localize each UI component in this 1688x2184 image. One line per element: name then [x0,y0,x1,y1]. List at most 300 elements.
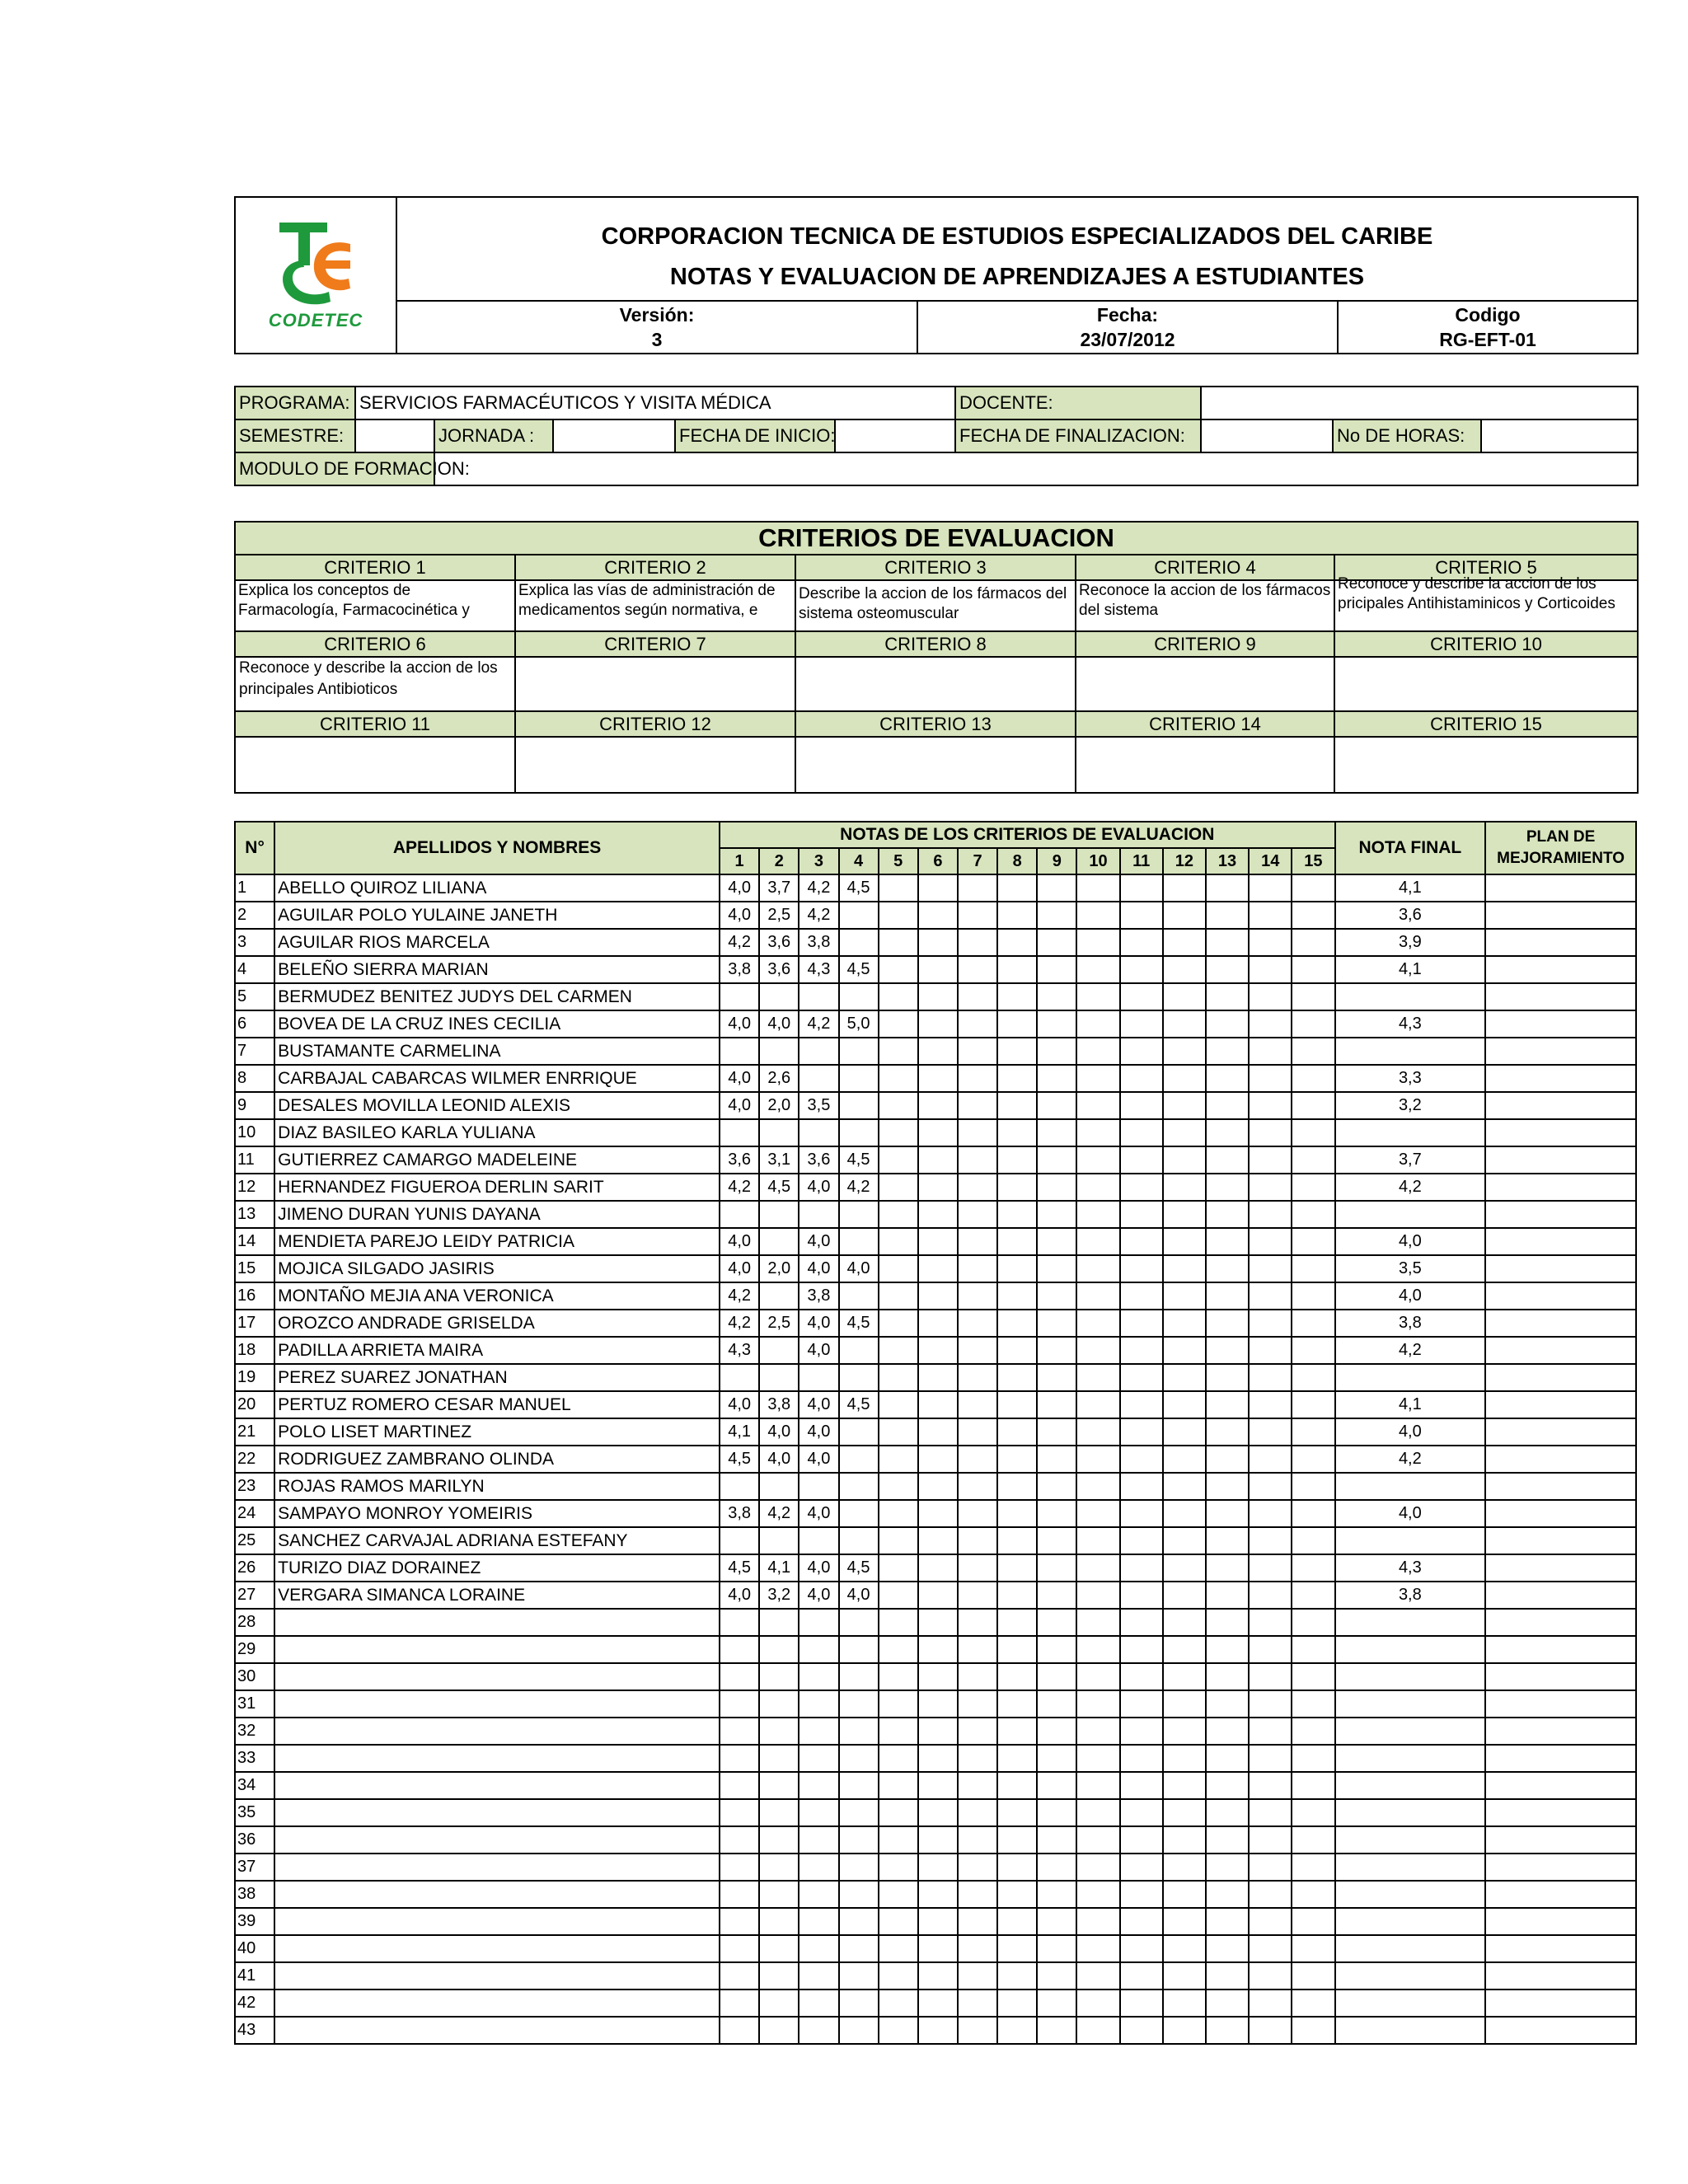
criterio-note[interactable] [839,1473,879,1500]
criterio-note[interactable] [1249,1582,1292,1609]
criterio-note[interactable] [997,1718,1037,1745]
criterio-note[interactable] [997,1418,1037,1446]
criterio-note[interactable] [1163,1119,1206,1146]
criterio-note[interactable] [1076,1310,1119,1337]
plan-cell[interactable] [1485,1255,1636,1282]
criterio-note[interactable] [1120,1962,1163,1990]
criterio-note[interactable] [1120,1310,1163,1337]
criterio-note[interactable] [1206,1119,1249,1146]
criterio-note[interactable] [1076,1010,1119,1038]
criterio-note[interactable] [1076,1364,1119,1391]
criterio-note[interactable] [839,1418,879,1446]
criterio-note[interactable] [839,1119,879,1146]
criterio-note[interactable] [1249,1473,1292,1500]
criterio-note[interactable] [799,1690,838,1718]
plan-cell[interactable] [1485,1527,1636,1554]
criterio-note[interactable] [1292,1990,1334,2017]
final-note[interactable]: 3,9 [1335,929,1486,956]
modulo-value[interactable] [434,452,1638,485]
criterio-note[interactable] [799,1935,838,1962]
criterio-note[interactable] [720,1935,759,1962]
criterio-note[interactable] [879,1799,918,1826]
criterio-note[interactable] [799,1990,838,2017]
criterio-note[interactable] [1206,1772,1249,1799]
criterio-note[interactable] [759,983,799,1010]
criterio-note[interactable] [720,2017,759,2044]
criterio-note[interactable]: 4,0 [720,1582,759,1609]
criterio-note[interactable] [1076,1854,1119,1881]
criterio-note[interactable]: 4,5 [839,1146,879,1174]
plan-cell[interactable] [1485,1854,1636,1881]
criterio-note[interactable] [918,1038,958,1065]
criterio-note[interactable] [997,1935,1037,1962]
criterio-note[interactable] [759,1201,799,1228]
criterio-note[interactable] [839,1854,879,1881]
criterio-note[interactable] [759,1908,799,1935]
criterio-note[interactable] [1076,1228,1119,1255]
criterio-note[interactable] [1249,1146,1292,1174]
final-note[interactable] [1335,1527,1486,1554]
criterio-note[interactable] [879,1255,918,1282]
plan-cell[interactable] [1485,1391,1636,1418]
criterio-note[interactable] [918,2017,958,2044]
criterio-note[interactable] [879,2017,918,2044]
criterio-note[interactable] [839,1690,879,1718]
criterio-note[interactable] [879,1473,918,1500]
plan-cell[interactable] [1485,1908,1636,1935]
criterio-note[interactable]: 4,2 [720,1174,759,1201]
criterio-note[interactable] [1206,1228,1249,1255]
criterio-note[interactable] [839,902,879,929]
criterio-note[interactable] [997,1908,1037,1935]
criterio-note[interactable] [1292,1065,1334,1092]
criterio-note[interactable] [720,1527,759,1554]
criterio-note[interactable] [1249,1990,1292,2017]
criterio-note[interactable] [1120,1609,1163,1636]
criterio-note[interactable] [1206,1038,1249,1065]
criterio-note[interactable] [879,1065,918,1092]
criterio-note[interactable] [918,1636,958,1663]
criterio-note[interactable] [918,1745,958,1772]
criterio-note[interactable] [1206,1690,1249,1718]
criterio-note[interactable] [1163,1745,1206,1772]
criterio-note[interactable] [1037,1174,1076,1201]
criterio-note[interactable] [1163,1446,1206,1473]
student-name[interactable]: DIAZ BASILEO KARLA YULIANA [274,1119,720,1146]
criterio-note[interactable] [1292,1201,1334,1228]
criterio-note[interactable] [879,1364,918,1391]
final-note[interactable] [1335,1609,1486,1636]
final-note[interactable] [1335,1772,1486,1799]
criterio-note[interactable] [839,1201,879,1228]
criterio-note[interactable] [918,1282,958,1310]
criterio-note[interactable] [1076,1962,1119,1990]
student-name[interactable]: CARBAJAL CABARCAS WILMER ENRRIQUE [274,1065,720,1092]
criterio-note[interactable]: 2,0 [759,1255,799,1282]
criterio-note[interactable] [879,1500,918,1527]
criterio-note[interactable] [918,1690,958,1718]
criterio-note[interactable] [958,1663,997,1690]
criterio-note[interactable] [918,1174,958,1201]
criterio-note[interactable] [879,1527,918,1554]
criterio-note[interactable] [958,1582,997,1609]
criterio-note[interactable] [1037,1826,1076,1854]
criterio-note[interactable] [958,1690,997,1718]
criterio-note[interactable]: 3,6 [759,956,799,983]
criterio-note[interactable] [1292,1119,1334,1146]
criterio-note[interactable] [1206,1527,1249,1554]
plan-cell[interactable] [1485,983,1636,1010]
criterio-note[interactable]: 3,8 [720,1500,759,1527]
criterio-note[interactable] [1249,1636,1292,1663]
criterio-note[interactable]: 4,0 [759,1446,799,1473]
criterio-note[interactable] [1292,2017,1334,2044]
criterio-note[interactable] [1163,1582,1206,1609]
criterio-note[interactable]: 3,8 [799,1282,838,1310]
criterio-note[interactable] [720,1119,759,1146]
criterio-note[interactable] [997,1255,1037,1282]
criterio-note[interactable]: 4,2 [799,1010,838,1038]
final-note[interactable]: 4,0 [1335,1500,1486,1527]
criterio-note[interactable] [1249,1446,1292,1473]
criterio-note[interactable] [1076,1908,1119,1935]
criterio-note[interactable] [997,1582,1037,1609]
criterio-note[interactable] [1037,1690,1076,1718]
criterio-note[interactable]: 4,2 [799,874,838,902]
criterio-note[interactable]: 3,2 [759,1582,799,1609]
criterio-note[interactable] [1249,2017,1292,2044]
criterio-note[interactable] [759,1962,799,1990]
criterio-note[interactable] [1163,1799,1206,1826]
criterio-note[interactable] [1163,1418,1206,1446]
criterio-note[interactable] [759,1527,799,1554]
criterio-note[interactable] [1292,1582,1334,1609]
criterio-note[interactable] [759,1718,799,1745]
criterio-note[interactable] [1206,1745,1249,1772]
criterio-note[interactable] [1120,1881,1163,1908]
final-note[interactable] [1335,1690,1486,1718]
criterio-note[interactable] [1206,1718,1249,1745]
criterio-note[interactable] [720,1908,759,1935]
criterio-note[interactable] [1037,1500,1076,1527]
criterio-note[interactable] [918,956,958,983]
criterio-note[interactable] [1292,1772,1334,1799]
criterio-note[interactable] [1076,1826,1119,1854]
criterio-note[interactable] [1120,1174,1163,1201]
criterio-note[interactable] [1249,1364,1292,1391]
criterio-note[interactable] [1163,1772,1206,1799]
criterio-note[interactable] [879,1718,918,1745]
criterio-note[interactable] [799,1527,838,1554]
criterio-note[interactable] [1076,1065,1119,1092]
criterio-note[interactable] [1076,1772,1119,1799]
criterio-note[interactable] [918,1990,958,2017]
criterio-note[interactable] [997,956,1037,983]
criterio-note[interactable] [720,1201,759,1228]
criterio-note[interactable] [918,1663,958,1690]
plan-cell[interactable] [1485,1201,1636,1228]
criterio-note[interactable]: 4,1 [720,1418,759,1446]
criterio-note[interactable] [1163,1636,1206,1663]
criterio-note[interactable] [1120,874,1163,902]
criterio-note[interactable] [1206,956,1249,983]
criterio-note[interactable] [1076,1527,1119,1554]
criterio-note[interactable] [1037,1010,1076,1038]
criterio-note[interactable] [958,1908,997,1935]
criterio-note[interactable] [879,1582,918,1609]
criterio-note[interactable] [1120,1582,1163,1609]
criterio-note[interactable] [997,1854,1037,1881]
criterio-note[interactable] [1206,1826,1249,1854]
criterio-note[interactable] [1037,1337,1076,1364]
criterio-note[interactable] [1163,1527,1206,1554]
criterio-note[interactable] [1249,1908,1292,1935]
criterio-note[interactable] [759,2017,799,2044]
criterio-note[interactable] [1037,1609,1076,1636]
criterio-note[interactable] [1292,1854,1334,1881]
criterio-note[interactable] [1163,874,1206,902]
criterio-note[interactable] [958,1854,997,1881]
criterio-note[interactable] [958,1745,997,1772]
criterio-note[interactable] [879,1908,918,1935]
criterio-note[interactable]: 4,0 [720,1255,759,1282]
criterio-note[interactable] [720,1990,759,2017]
criterio-note[interactable] [1163,902,1206,929]
criterio-note[interactable] [1037,1038,1076,1065]
criterio-note[interactable] [799,1718,838,1745]
criterio-note[interactable] [1120,1146,1163,1174]
criterio-note[interactable] [1249,1554,1292,1582]
criterio-note[interactable] [997,1799,1037,1826]
criterio-note[interactable]: 4,0 [799,1391,838,1418]
criterio-note[interactable] [839,929,879,956]
criterio-note[interactable] [1120,1745,1163,1772]
student-name[interactable] [274,1826,720,1854]
criterio-note[interactable] [1163,983,1206,1010]
plan-cell[interactable] [1485,902,1636,929]
criterio-note[interactable] [879,1092,918,1119]
criterio-note[interactable] [839,1500,879,1527]
plan-cell[interactable] [1485,1473,1636,1500]
criterio-note[interactable] [759,1799,799,1826]
criterio-note[interactable] [1037,1119,1076,1146]
criterio-note[interactable] [879,1038,918,1065]
plan-cell[interactable] [1485,1663,1636,1690]
criterio-note[interactable] [918,1799,958,1826]
criterio-note[interactable] [799,983,838,1010]
criterio-note[interactable] [1292,1663,1334,1690]
criterio-note[interactable]: 4,0 [839,1255,879,1282]
criterio-note[interactable] [799,1745,838,1772]
criterio-note[interactable] [1292,1146,1334,1174]
student-name[interactable] [274,1690,720,1718]
plan-cell[interactable] [1485,1418,1636,1446]
criterio-note[interactable]: 4,2 [839,1174,879,1201]
criterio-note[interactable] [759,1854,799,1881]
criterio-note[interactable] [1037,1065,1076,1092]
criterio-note[interactable] [1037,1310,1076,1337]
criterio-note[interactable] [720,1745,759,1772]
criterio-note[interactable] [799,1772,838,1799]
criterio-note[interactable] [759,1337,799,1364]
criterio-note[interactable] [759,1228,799,1255]
criterio-note[interactable] [879,1990,918,2017]
criterio-note[interactable] [1292,1418,1334,1446]
final-note[interactable] [1335,1854,1486,1881]
criterio-note[interactable] [1076,983,1119,1010]
final-note[interactable] [1335,1038,1486,1065]
final-note[interactable]: 4,1 [1335,956,1486,983]
criterio-note[interactable]: 4,0 [799,1174,838,1201]
final-note[interactable] [1335,1990,1486,2017]
criterio-note[interactable] [1206,1337,1249,1364]
criterio-note[interactable] [997,1446,1037,1473]
final-note[interactable] [1335,2017,1486,2044]
criterio-note[interactable] [997,1609,1037,1636]
criterio-note[interactable]: 4,5 [839,956,879,983]
criterio-note[interactable]: 4,5 [839,1554,879,1582]
criterio-note[interactable] [1206,1255,1249,1282]
criterio-note[interactable] [1292,1364,1334,1391]
student-name[interactable]: GUTIERREZ CAMARGO MADELEINE [274,1146,720,1174]
criterio-note[interactable] [1249,1282,1292,1310]
criterio-note[interactable] [1249,983,1292,1010]
criterio-note[interactable]: 4,1 [759,1554,799,1582]
criterio-note[interactable] [1076,1418,1119,1446]
criterio-note[interactable] [759,1663,799,1690]
criterio-note[interactable] [839,1745,879,1772]
criterio-note[interactable] [1163,1908,1206,1935]
criterio-note[interactable] [918,1500,958,1527]
criterio-note[interactable] [1076,1690,1119,1718]
criterio-note[interactable] [918,1473,958,1500]
criterio-note[interactable] [1163,1310,1206,1337]
plan-cell[interactable] [1485,1718,1636,1745]
criterio-note[interactable] [839,1065,879,1092]
criterio-note[interactable] [879,1418,918,1446]
criterio-note[interactable] [1206,1854,1249,1881]
criterio-note[interactable] [1292,1554,1334,1582]
criterio-note[interactable] [918,1582,958,1609]
student-name[interactable]: BELEÑO SIERRA MARIAN [274,956,720,983]
criterio-note[interactable] [879,1391,918,1418]
criterio-note[interactable] [1120,1527,1163,1554]
criterio-note[interactable] [1076,1799,1119,1826]
criterio-note[interactable]: 4,2 [799,902,838,929]
criterio-note[interactable] [879,1337,918,1364]
criterio-note[interactable] [839,2017,879,2044]
criterio-note[interactable] [1076,1337,1119,1364]
criterio-note[interactable] [1076,1636,1119,1663]
criterio-note[interactable] [1163,1718,1206,1745]
criterio-note[interactable] [1249,874,1292,902]
criterio-note[interactable] [720,1881,759,1908]
criterio-note[interactable]: 4,0 [720,1010,759,1038]
criterio-note[interactable] [879,1609,918,1636]
criterio-note[interactable] [1076,1718,1119,1745]
criterio-note[interactable] [759,1772,799,1799]
criterio-note[interactable] [958,1364,997,1391]
criterio-note[interactable] [1249,1745,1292,1772]
criterio-note[interactable] [1120,1337,1163,1364]
criterio-note[interactable]: 4,5 [720,1554,759,1582]
criterio-note[interactable] [997,1174,1037,1201]
criterio-note[interactable] [799,1663,838,1690]
criterio-note[interactable] [1292,1282,1334,1310]
criterio-note[interactable] [879,1935,918,1962]
plan-cell[interactable] [1485,1690,1636,1718]
criterio-note[interactable] [720,1690,759,1718]
criterio-note[interactable] [1206,1065,1249,1092]
criterio-note[interactable] [799,1473,838,1500]
criterio-note[interactable] [720,983,759,1010]
criterio-note[interactable] [1206,1446,1249,1473]
criterio-note[interactable] [918,1310,958,1337]
criterio-note[interactable] [997,1201,1037,1228]
plan-cell[interactable] [1485,1228,1636,1255]
criterio-note[interactable] [1120,1418,1163,1446]
criterio-note[interactable] [1249,1010,1292,1038]
criterio-note[interactable] [1120,1772,1163,1799]
criterio-note[interactable] [879,1663,918,1690]
criterio-note[interactable] [958,1990,997,2017]
plan-cell[interactable] [1485,929,1636,956]
criterio-note[interactable] [1120,1990,1163,2017]
criterio-note[interactable] [958,1391,997,1418]
criterio-note[interactable] [958,1418,997,1446]
criterio-note[interactable] [1249,1201,1292,1228]
criterio-note[interactable] [1037,1962,1076,1990]
docente-value[interactable] [1201,387,1638,419]
criterio-note[interactable] [958,1092,997,1119]
criterio-note[interactable] [958,1772,997,1799]
criterio-note[interactable] [879,1772,918,1799]
criterio-note[interactable] [1120,1826,1163,1854]
criterio-note[interactable] [799,1065,838,1092]
criterio-note[interactable] [958,1038,997,1065]
criterio-note[interactable] [1120,1854,1163,1881]
criterio-note[interactable] [997,1772,1037,1799]
criterio-note[interactable] [1163,1690,1206,1718]
criterio-note[interactable] [1249,1663,1292,1690]
criterio-note[interactable] [839,1962,879,1990]
plan-cell[interactable] [1485,1310,1636,1337]
criterio-note[interactable] [918,1065,958,1092]
criterio-note[interactable]: 4,0 [799,1500,838,1527]
criterio-note[interactable] [1163,1473,1206,1500]
criterio-note[interactable] [1292,983,1334,1010]
final-note[interactable]: 4,1 [1335,874,1486,902]
criterio-note[interactable] [720,1718,759,1745]
criterio-note[interactable]: 4,0 [799,1255,838,1282]
criterio-note[interactable] [720,1364,759,1391]
criterio-note[interactable] [1076,1174,1119,1201]
criterio-note[interactable] [879,1119,918,1146]
criterio-note[interactable] [1037,1446,1076,1473]
criterio-note[interactable] [720,1636,759,1663]
criterio-note[interactable] [799,1908,838,1935]
criterio-note[interactable] [799,1854,838,1881]
criterio-note[interactable] [958,1010,997,1038]
criterio-note[interactable] [879,1446,918,1473]
criterio-note[interactable] [1163,1935,1206,1962]
criterio-note[interactable] [958,1473,997,1500]
student-name[interactable]: JIMENO DURAN YUNIS DAYANA [274,1201,720,1228]
criterio-note[interactable] [839,1282,879,1310]
criterio-note[interactable] [918,902,958,929]
criterio-note[interactable]: 4,5 [839,1391,879,1418]
criterio-note[interactable]: 4,0 [720,1092,759,1119]
